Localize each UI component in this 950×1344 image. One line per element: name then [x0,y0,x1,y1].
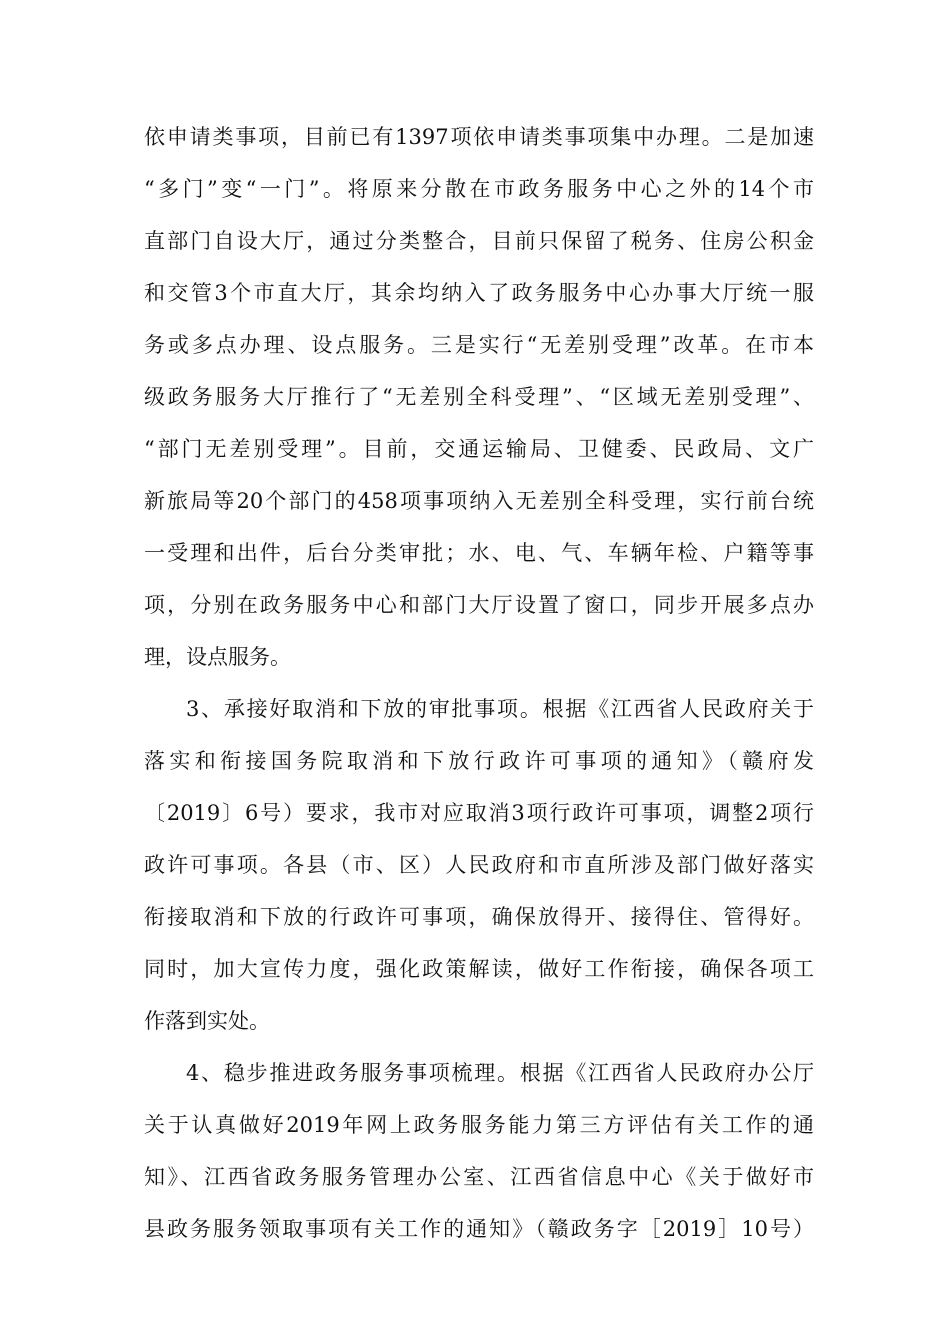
paragraph-line: 和交管3个市直大厅，其余均纳入了政务服务中心办事大厅统一服 [144,281,814,305]
paragraph-line: 落实和衔接国务院取消和下放行政许可事项的通知》（赣府发 [144,749,814,773]
paragraph-line: 衔接取消和下放的行政许可事项，确保放得开、接得住、管得好。 [144,905,814,929]
paragraph-line: 务或多点办理、设点服务。三是实行“无差别受理”改革。在市本 [144,333,814,357]
paragraph-line: 理，设点服务。 [144,645,291,669]
paragraph-line: 级政务服务大厅推行了“无差别全科受理”、“区域无差别受理”、 [144,385,814,409]
paragraph-line: “多门”变“一门”。将原来分散在市政务服务中心之外的14个市 [144,177,814,201]
paragraph-line: 项，分别在政务服务中心和部门大厅设置了窗口，同步开展多点办 [144,593,814,617]
paragraph-line: 新旅局等20个部门的458项事项纳入无差别全科受理，实行前台统 [144,489,814,513]
paragraph-line: 依申请类事项，目前已有1397项依申请类事项集中办理。二是加速 [144,125,814,149]
paragraph-line: 县政务服务领取事项有关工作的通知》（赣政务字［2019］10号） [144,1217,814,1241]
paragraph-line: “部门无差别受理”。目前，交通运输局、卫健委、民政局、文广 [144,437,814,461]
paragraph-line: 政许可事项。各县（市、区）人民政府和市直所涉及部门做好落实 [144,853,814,877]
paragraph-line: 作落到实处。 [144,1009,270,1033]
section-4-heading-line: 4、稳步推进政务服务事项梳理。根据《江西省人民政府办公厅 [186,1061,814,1085]
paragraph-line: 关于认真做好2019年网上政务服务能力第三方评估有关工作的通 [144,1113,814,1137]
paragraph-line: 知》、江西省政务服务管理办公室、江西省信息中心《关于做好市 [144,1165,814,1189]
paragraph-line: 同时，加大宣传力度，强化政策解读，做好工作衔接，确保各项工 [144,957,814,981]
section-3-heading-line: 3、承接好取消和下放的审批事项。根据《江西省人民政府关于 [186,697,814,721]
paragraph-line: 〔2019〕6号）要求，我市对应取消3项行政许可事项，调整2项行 [144,801,814,825]
paragraph-line: 一受理和出件，后台分类审批；水、电、气、车辆年检、户籍等事 [144,541,814,565]
paragraph-line: 直部门自设大厅，通过分类整合，目前只保留了税务、住房公积金 [144,229,814,253]
